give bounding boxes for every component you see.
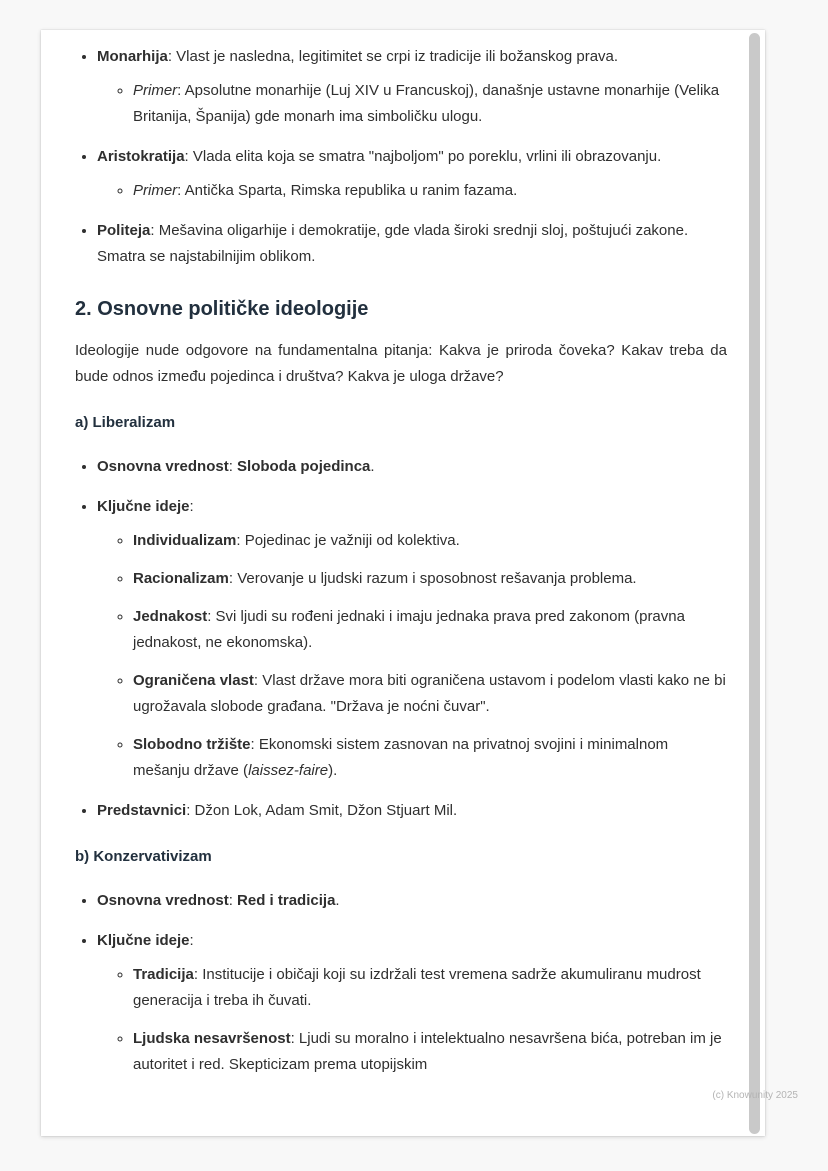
text-segment: : Vlada elita koja se smatra "najboljom" po poreklu, vrlini ili obrazovanju. — [184, 148, 662, 165]
list-item — [97, 454, 727, 480]
list-item — [97, 798, 727, 824]
text-segment: ). — [328, 762, 338, 779]
text-segment: . — [370, 458, 375, 475]
text-segment: : — [189, 932, 194, 949]
text-segment: Slobodno tržište — [133, 736, 251, 753]
sub-bullet-list — [97, 528, 727, 784]
bullet-list — [75, 888, 727, 1078]
text-segment: Ključne ideje — [97, 498, 190, 515]
text-segment: Primer — [133, 182, 178, 199]
text-segment: Monarhija — [97, 48, 168, 65]
text-segment: Osnovna vrednost — [97, 458, 229, 475]
text-segment: : — [228, 892, 238, 909]
text-segment: Ključne ideje — [97, 932, 190, 949]
text-segment: Ograničena vlast — [133, 672, 254, 689]
text-segment: Predstavnici — [97, 802, 187, 819]
text-segment: : — [228, 458, 238, 475]
text-segment: : Mešavina oligarhije i demokratije, gde vlada široki srednji sloj, poštujući zakone. Smatra se najstabilnijim oblikom. — [97, 222, 689, 265]
text-segment: : Antička Sparta, Rimska republika u ranim fazama. — [177, 182, 518, 199]
text-segment: laissez-faire — [248, 762, 329, 779]
sub-bullet-list — [97, 962, 727, 1078]
document-content — [41, 30, 765, 1078]
text-segment: Jednakost — [133, 608, 208, 625]
text-segment: Racionalizam — [133, 570, 229, 587]
sub-heading: b) Konzervativizam — [75, 848, 212, 865]
watermark: (c) Knowunity 2025 — [712, 1090, 798, 1101]
text-segment: : Ekonomski sistem zasnovan na privatnoj svojini i minimalnom mešanju države ( — [133, 736, 669, 779]
text-segment: : — [189, 498, 194, 515]
sub-list-item — [133, 178, 727, 204]
text-segment: Red i tradicija — [237, 892, 336, 909]
list-item — [97, 44, 727, 130]
bullet-list — [75, 44, 727, 270]
sub-heading: a) Liberalizam — [75, 414, 176, 431]
list-item — [97, 888, 727, 914]
text-segment: Osnovna vrednost — [97, 892, 229, 909]
sub-bullet-list — [97, 178, 727, 204]
sub-list-item — [133, 1026, 727, 1078]
scrollbar-thumb[interactable] — [749, 33, 760, 1134]
text-segment: Individualizam — [133, 532, 237, 549]
list-item — [97, 494, 727, 784]
text-segment: Sloboda pojedinca — [237, 458, 371, 475]
text-segment: . — [335, 892, 340, 909]
text-segment: Aristokratija — [97, 148, 185, 165]
text-segment: : Ljudi su moralno i intelektualno nesavršena bića, potreban im je autoritet i red. Skepticizam prema utopijskim — [133, 1030, 722, 1073]
sub-list-item — [133, 604, 727, 656]
list-item — [97, 928, 727, 1078]
text-segment: Primer — [133, 82, 178, 99]
text-segment: : Institucije i običaji koji su izdržali test vremena sadrže akumuliranu mudrost generacija i treba ih čuvati. — [133, 966, 701, 1009]
text-segment: : Vlast je nasledna, legitimitet se crpi iz tradicije ili božanskog prava. — [167, 48, 619, 65]
paragraph: Ideologije nude odgovore na fundamentalna pitanja: Kakva je priroda čoveka? Kakav treba da bude odnos između pojedinca i društva? Kakva je uloga države? — [75, 342, 727, 385]
sub-list-item — [133, 668, 727, 720]
text-segment: : Svi ljudi su rođeni jednaki i imaju jednaka prava pred zakonom (pravna jednakost, ne ekonomska). — [133, 608, 685, 651]
sub-list-item — [133, 732, 727, 784]
text-segment: : Džon Lok, Adam Smit, Džon Stjuart Mil. — [186, 802, 458, 819]
list-item — [97, 144, 727, 204]
bullet-list — [75, 454, 727, 824]
section-heading: 2. Osnovne političke ideologije — [75, 298, 369, 320]
sub-list-item — [133, 78, 727, 130]
text-segment: Tradicija — [133, 966, 194, 983]
text-segment: : Vlast države mora biti ograničena ustavom i podelom vlasti kako ne bi ugrožavala slobode građana. "Država je noćni čuvar". — [133, 672, 726, 715]
sub-list-item — [133, 566, 727, 592]
document-page — [41, 30, 765, 1136]
text-segment: Politeja — [97, 222, 151, 239]
list-item — [97, 218, 727, 270]
text-segment: Ljudska nesavršenost — [133, 1030, 291, 1047]
text-segment: : Pojedinac je važniji od kolektiva. — [236, 532, 460, 549]
text-segment: : Apsolutne monarhije (Luj XIV u Francuskoj), današnje ustavne monarhije (Velika Britanija, Španija) gde monarh ima simboličku ulogu. — [133, 82, 720, 125]
sub-bullet-list — [97, 78, 727, 130]
sub-list-item — [133, 528, 727, 554]
sub-list-item — [133, 962, 727, 1014]
text-segment: : Verovanje u ljudski razum i sposobnost rešavanja problema. — [228, 570, 637, 587]
